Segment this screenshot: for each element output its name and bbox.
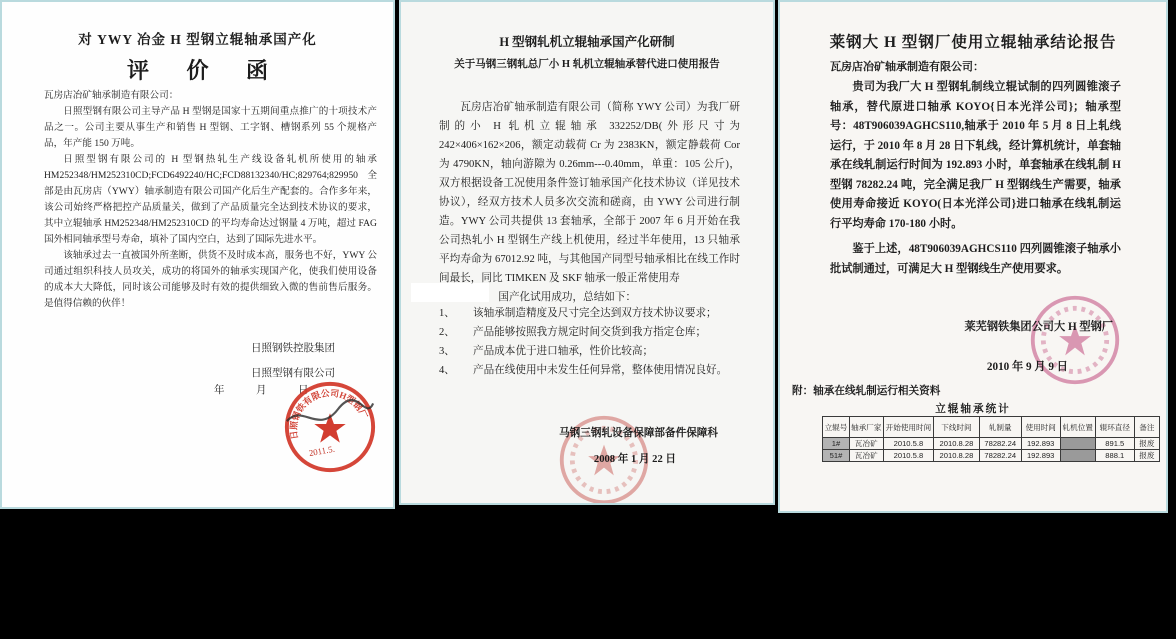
- col-header: 开始使用时间: [883, 417, 934, 438]
- doc2-date: 2008 年 1 月 22 日: [593, 454, 676, 465]
- list-item-text: 产品在线使用中未发生任何异常，整体使用情况良好。: [473, 365, 728, 376]
- list-item: [439, 323, 740, 342]
- col-header: 轧机位置: [1060, 417, 1095, 438]
- doc1-paragraph-1: 日照型钢有限公司主导产品 H 型钢是国家十五期间重点推广的十项技术产品之一。公司主要从事生产和销售 H 型钢、工字钢、槽钢系列 55 个规格产品，年产能 150 万吨。: [44, 106, 377, 149]
- table-header-row: [823, 417, 1160, 438]
- list-item-number: 2、: [439, 327, 455, 338]
- table-cell: 2010.8.28: [934, 438, 979, 450]
- table-cell: 2010.8.28: [934, 450, 979, 462]
- table-cell: 78282.24: [979, 450, 1021, 462]
- doc1-title-line1: 对 YWY 冶金 H 型钢立辊轴承国产化: [78, 32, 317, 47]
- doc2-signoff: 马钢三钢轧设备保障部备件保障科: [559, 428, 718, 439]
- list-item-number: 4、: [439, 365, 455, 376]
- list-item: [439, 342, 740, 361]
- table-cell: 192.893: [1021, 450, 1060, 462]
- doc2-paragraph-1-tail: 国产化试用成功，总结如下：: [498, 292, 637, 303]
- table-cell: 891.5: [1095, 438, 1134, 450]
- doc1-body: [44, 88, 377, 312]
- doc1-salutation: 瓦房店冶矿轴承制造有限公司：: [44, 90, 179, 101]
- list-item: [439, 304, 740, 323]
- table-cell: 192.893: [1021, 438, 1060, 450]
- table-cell: 888.1: [1095, 450, 1134, 462]
- doc1-signoff-line1: 日照钢铁控股集团: [251, 343, 335, 354]
- doc3-signoff: 莱芜钢铁集团公司大 H 型钢厂: [964, 321, 1113, 333]
- doc3-body: [830, 78, 1121, 279]
- table-cell: 2010.5.8: [883, 438, 934, 450]
- table-row: [823, 450, 1160, 462]
- document-page-evaluation-letter: [0, 0, 395, 509]
- col-header: 立辊号: [823, 417, 850, 438]
- doc2-body: [439, 98, 740, 307]
- table-cell: 瓦冶矿: [849, 450, 883, 462]
- table-cell: 报废: [1134, 438, 1159, 450]
- seal-ring-text: 日照钢铁有限公司H型钢厂: [288, 387, 370, 441]
- doc2-conclusion-list: [439, 304, 740, 380]
- handwritten-seal-date: 2011.5.: [308, 443, 336, 459]
- doc3-attachment-note: 附：轴承在线轧制运行相关资料: [792, 386, 941, 397]
- doc3-paragraph-2: 鉴于上述，48T906039AGHCS110 四列圆锥滚子轴承小批试制通过，可满足大 H 型钢线生产使用要求。: [830, 243, 1121, 275]
- list-item: [439, 361, 740, 380]
- col-header: 辊环直径: [1095, 417, 1134, 438]
- doc1-title-line2: 评 价 函: [126, 58, 284, 83]
- table-row: [823, 438, 1160, 450]
- list-item-number: 3、: [439, 346, 455, 357]
- redacted-cell: [1060, 438, 1095, 450]
- document-page-conclusion-report: [778, 0, 1168, 513]
- table-cell: 瓦冶矿: [849, 438, 883, 450]
- doc2-paragraph-1: 瓦房店冶矿轴承制造有限公司（简称 YWY 公司）为我厂研制的小 H 轧机立辊轴承 332252/DB(外形尺寸为 242×406×162×206，额定动载荷 Cr 为 2383KN，额定静载荷 Cor 为 4790KN，轴向游隙为 0.26mm---0.40mm，单重：105 公斤)，双方根据设备工况使用条件签订轴承国产化技术协议（详见技术协议），经双方技术人员多次交流和磋商，由 YWY 公司进行制造。YWY 公司共提供 13 套轴承，全部于 2007 年 6 月开始在我公司热轧小 H 型钢生产线上机使用，经过半年使用，13 只轴承平均寿命为 67012.92 吨，与其他国产同型号轴承相比在线工作时间最长，同比 TIMKEN 及 SKF 轴承一般正常使用寿: [439, 102, 740, 284]
- doc1-paragraph-3: 该轴承过去一直被国外所垄断，供货不及时成本高，服务也不好，YWY 公司通过组织科技人员攻关，成功的将国外的轴承实现国产化，使我们使用设备的成本大大降低，同时该公司能够及时有效的提供细致入微的售前售后服务。是值得信赖的伙伴！: [44, 250, 377, 309]
- list-item-text: 产品成本优于进口轴承，性价比较高；: [473, 346, 654, 357]
- doc1-paragraph-2: 日照型钢有限公司的 H 型钢热轧生产线设备轧机所使用的轴承 HM252348/HM252310CD;FCD6492240/HC;FCD88132340/HC;829764;829950 全部是由瓦房店（YWY）轴承制造有限公司国产化后生产配套的。合作多年来，该公司始终严格把控产品质量关，做到了产品质量完全达到技术协议的要求，其中立辊轴承 HM252348/HM252310CD 的平均寿命达过钢量 4 万吨，超过 FAG 国外相同轴承型号寿命，填补了国内空白，达到了国际先进水平。: [44, 154, 377, 245]
- doc2-subtitle: 关于马钢三钢轧总厂小 H 轧机立辊轴承替代进口使用报告: [454, 59, 720, 70]
- col-header: 备注: [1134, 417, 1159, 438]
- red-company-seal: [281, 378, 379, 476]
- roll-number-cell: 1#: [823, 438, 850, 450]
- table-cell: 报废: [1134, 450, 1159, 462]
- list-item-text: 产品能够按照我方规定时间交货到我方指定仓库；: [473, 327, 707, 338]
- doc1-date-blanks: 年 月 日: [214, 385, 309, 396]
- col-header: 轧制量: [979, 417, 1021, 438]
- redacted-cell: [1060, 450, 1095, 462]
- col-header: 下线时间: [934, 417, 979, 438]
- bearing-stats-table-title: 立辊轴承统计: [935, 404, 1011, 415]
- doc2-title: H 型钢轧机立辊轴承国产化研制: [499, 35, 675, 49]
- doc3-salutation: 瓦房店冶矿轴承制造有限公司：: [830, 61, 984, 73]
- table-cell: 78282.24: [979, 438, 1021, 450]
- col-header: 使用时间: [1021, 417, 1060, 438]
- list-item-number: 1、: [439, 308, 455, 319]
- document-page-usage-report: [399, 0, 775, 505]
- doc3-paragraph-1: 贵司为我厂大 H 型钢轧制线立辊试制的四列圆锥滚子轴承，替代原进口轴承 KOYO{日本光洋公司}；轴承型号：48T906039AGHCS110,轴承于 2010 年 5 月 8 日上轧线运行，于 2010 年 8 月 28 日下轧线，经计算机统计，单套轴承在线轧制运行时间为 192.893 小时，单套轴承在线轧制 H 型钢 78282.24 吨，完全满足我厂 H 型钢线生产需要，轴承使用寿命接近 KOYO(日本光洋公司}进口轴承在线轧制运行平均寿命 170-180 小时。: [830, 81, 1121, 230]
- doc3-date: 2010 年 9 月 9 日: [986, 361, 1068, 373]
- table-cell: 2010.5.8: [883, 450, 934, 462]
- list-item-text: 该轴承制造精度及尺寸完全达到双方技术协议要求；: [473, 308, 717, 319]
- col-header: 轴承厂家: [849, 417, 883, 438]
- roll-number-cell: 51#: [823, 450, 850, 462]
- bearing-stats-table: [822, 416, 1160, 462]
- doc1-signoff-line2: 日照型钢有限公司: [251, 368, 335, 379]
- doc3-title: 莱钢大 H 型钢厂使用立辊轴承结论报告: [829, 34, 1117, 51]
